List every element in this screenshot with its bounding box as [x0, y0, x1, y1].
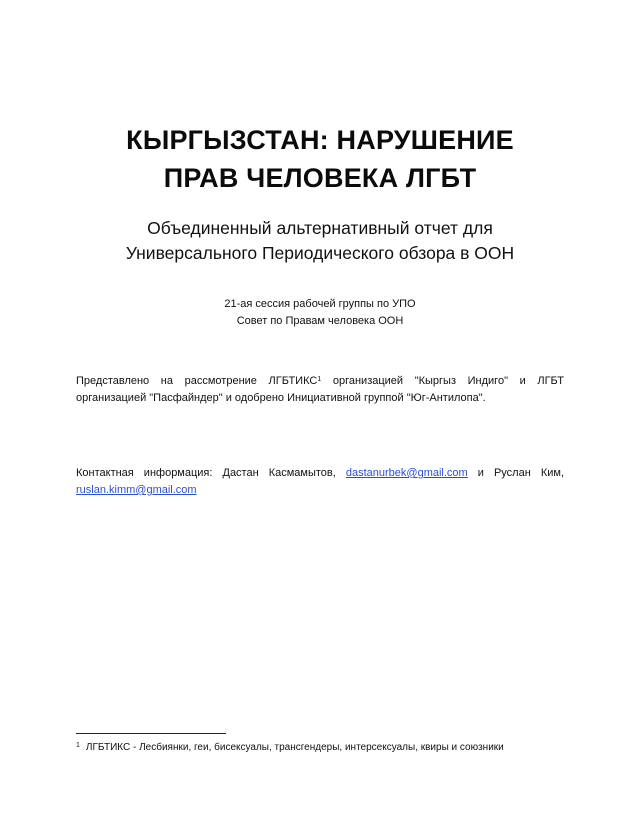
submission-text-b: организацией "Кыргыз Индиго" и ЛГБТ — [321, 375, 564, 387]
submission-text-a: Представлено на рассмотрение ЛГБТИКС — [76, 375, 318, 387]
contact-middle: и Руслан Ким, — [467, 467, 565, 479]
title-line-1: КЫРГЫЗСТАН: НАРУШЕНИЕ — [126, 125, 514, 155]
report-subtitle — [0, 216, 640, 266]
contact-line-1 — [76, 465, 564, 482]
title-line-2: ПРАВ ЧЕЛОВЕКА ЛГБТ — [163, 163, 477, 193]
contact-paragraph — [76, 465, 564, 499]
session-info — [0, 296, 640, 330]
submission-line-1 — [76, 373, 564, 390]
submission-paragraph — [76, 373, 564, 407]
footnote-reference[interactable]: 1 — [317, 376, 322, 383]
footnote — [76, 741, 576, 755]
email-link-dastan[interactable]: dastanurbek@gmail.com — [345, 467, 468, 479]
contact-prefix: Контактная информация: Дастан Касмамытов, — [76, 467, 346, 479]
footnote-number: 1 — [76, 742, 80, 749]
footnote-separator — [76, 733, 226, 734]
submission-line-2: организацией "Пасфайндер" и одобрено Инициативной группой "Юг-Антилопа". — [76, 392, 486, 404]
report-title — [0, 121, 640, 197]
session-line-1: 21-ая сессия рабочей группы по УПО — [224, 298, 416, 310]
subtitle-line-2: Универсального Периодического обзора в ООН — [125, 243, 515, 263]
subtitle-line-1: Объединенный альтернативный отчет для — [147, 218, 493, 238]
session-line-2: Совет по Правам человека ООН — [236, 315, 404, 327]
footnote-text: ЛГБТИКС - Лесбиянки, геи, бисексуалы, трансгендеры, интерсексуалы, квиры и союзники — [85, 742, 504, 753]
contact-line-2 — [76, 482, 564, 499]
email-link-ruslan[interactable]: ruslan.kimm@gmail.com — [76, 484, 197, 496]
